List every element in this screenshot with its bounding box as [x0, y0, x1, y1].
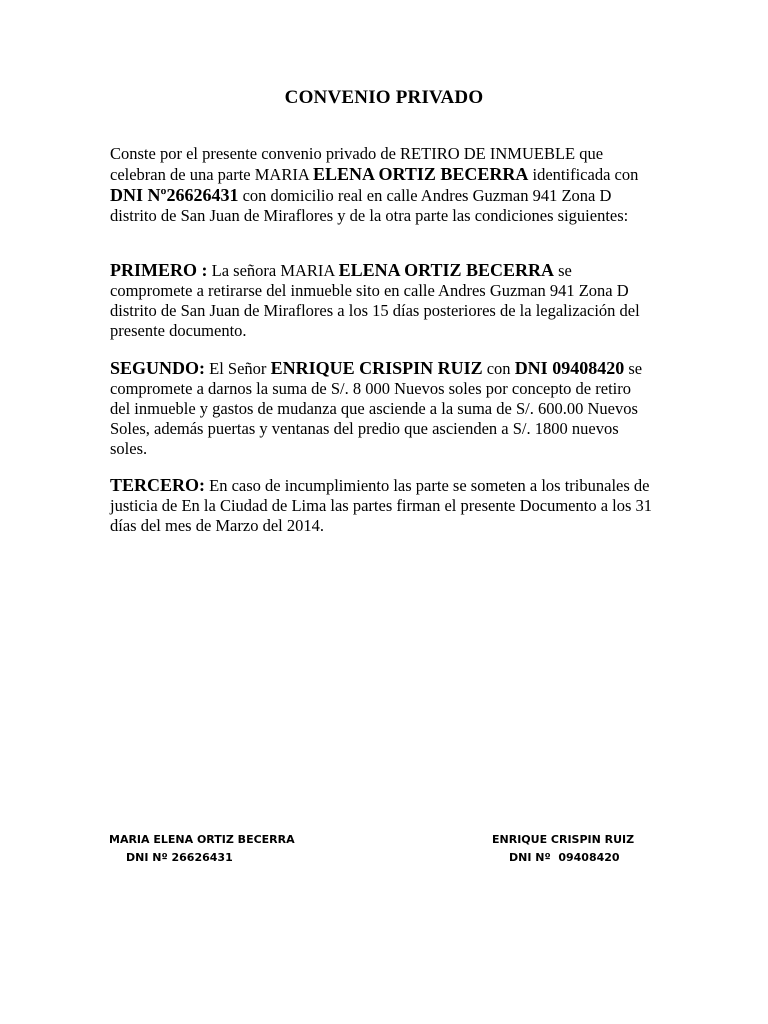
- signature-right-name: ENRIQUE CRISPIN RUIZ: [492, 833, 635, 846]
- intro-paragraph: [110, 144, 655, 226]
- clause-primero-heading: PRIMERO :: [110, 260, 208, 280]
- clause-primero-text-2: se compromete a retirarse del inmueble sito en calle Andres Guzman 941 Zona D distrito de San Juan de Miraflores a los 15 días posteriores de la legalización del presente documento.: [110, 261, 640, 340]
- signature-left-dni: DNI Nº 26626431: [126, 851, 233, 864]
- intro-text-3: con domicilio real en calle Andres Guzman 941 Zona D distrito de San Juan de Miraflores y de la otra parte las condiciones siguientes:: [110, 186, 629, 225]
- clause-segundo-text-3: se compromete a darnos la suma de S/. 8 000 Nuevos soles por concepto de retiro del inmueble y gastos de mudanza que asciende a la suma de S/. 600.00 Nuevos Soles, además puertas y ventanas del predio que ascienden a S/. 1800 nuevos soles.: [110, 359, 643, 458]
- clause-segundo: [110, 358, 655, 459]
- clause-segundo-dni: DNI 09408420: [514, 358, 625, 378]
- intro-text-2: identificada con: [528, 165, 639, 184]
- clause-segundo-text-1: El Señor: [205, 359, 271, 378]
- signature-left-name: MARIA ELENA ORTIZ BECERRA: [109, 833, 295, 846]
- clause-primero-party-name: ELENA ORTIZ BECERRA: [338, 260, 554, 280]
- intro-dni: DNI Nº26626431: [110, 185, 239, 205]
- clause-tercero-text-1: En caso de incumplimiento las parte se someten a los tribunales de justicia de En la Ciudad de Lima las partes firman el presente Documento a los 31 días del mes de Marzo del 2014.: [110, 476, 653, 535]
- intro-party-name: ELENA ORTIZ BECERRA: [312, 164, 529, 184]
- clause-segundo-heading: SEGUNDO:: [110, 358, 206, 378]
- clause-tercero: [110, 475, 655, 536]
- intro-text-1: Conste por el presente convenio privado de RETIRO DE INMUEBLE que celebran de una parte MARIA: [110, 144, 604, 184]
- clause-primero: [110, 260, 655, 341]
- clause-primero-text-1: La señora MARIA: [207, 261, 339, 280]
- clause-segundo-party-name: ENRIQUE CRISPIN RUIZ: [270, 358, 483, 378]
- document-title: CONVENIO PRIVADO: [284, 87, 484, 108]
- signature-right-dni: DNI Nº 09408420: [509, 851, 620, 864]
- clause-tercero-heading: TERCERO:: [110, 475, 206, 495]
- clause-segundo-text-2: con: [482, 359, 515, 378]
